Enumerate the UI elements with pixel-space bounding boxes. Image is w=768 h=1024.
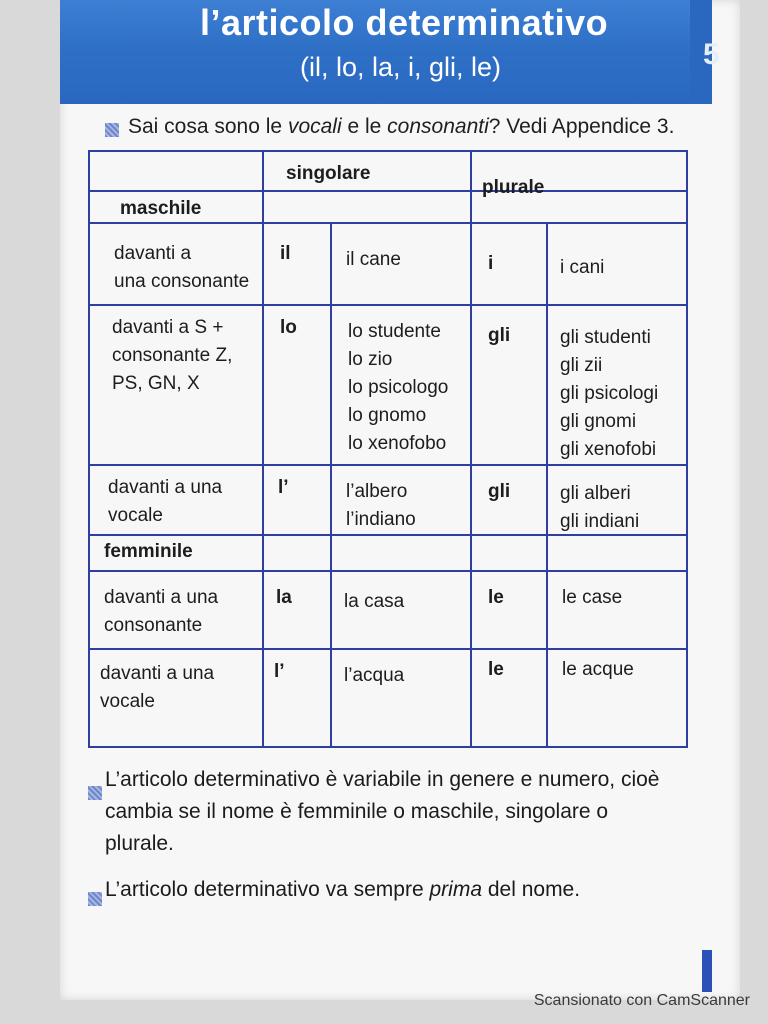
rule-line: davanti a una — [104, 587, 219, 608]
note-suffix: del nome. — [482, 878, 581, 901]
table-hline — [90, 464, 686, 466]
singular-article: la — [276, 587, 292, 608]
plural-article: gli — [488, 481, 511, 502]
section-label-maschile: maschile — [120, 198, 202, 219]
rule-line: davanti a S + — [112, 317, 224, 338]
plural-example: le case — [562, 587, 623, 608]
singular-examples — [346, 478, 416, 534]
bullet-icon — [88, 786, 102, 800]
example-line: gli gnomi — [560, 411, 637, 432]
page-subtitle: (il, lo, la, i, gli, le) — [300, 52, 502, 82]
rule-line: davanti a una — [100, 663, 215, 684]
example-line: gli alberi — [560, 483, 631, 504]
intro-italic-consonanti: consonanti — [387, 115, 489, 138]
page-title: l’articolo determinativo — [200, 2, 609, 43]
plural-examples — [560, 324, 658, 464]
plural-examples — [560, 480, 639, 536]
plural-article: gli — [488, 325, 511, 346]
rule-line: davanti a — [114, 243, 192, 264]
bullet-icon — [88, 892, 102, 906]
plural-article: i — [488, 253, 494, 274]
singular-article: lo — [280, 317, 297, 338]
note-italic-prima: prima — [429, 878, 483, 901]
section-label-femminile: femminile — [104, 541, 193, 562]
intro-prefix: Sai cosa sono le — [128, 115, 288, 138]
col-header-singolare: singolare — [286, 163, 371, 184]
singular-article: l’ — [278, 477, 289, 498]
rule-text — [100, 660, 214, 716]
rule-line: davanti a una — [108, 477, 223, 498]
example-line: l’indiano — [346, 509, 416, 530]
note-line: cambia se il nome è femminile o maschile, singolare o — [105, 800, 609, 823]
singular-example: la casa — [344, 591, 405, 612]
example-line: lo gnomo — [348, 405, 427, 426]
bullet-icon — [105, 123, 119, 137]
rule-line: consonante Z, — [112, 345, 233, 366]
rule-line: vocale — [100, 691, 155, 712]
note-prefix: L’articolo determinativo va sempre — [105, 878, 430, 901]
example-line: l’albero — [346, 481, 408, 502]
table-hline — [90, 304, 686, 306]
page-number-fragment: 5 — [703, 38, 720, 71]
example-line: gli psicologi — [560, 383, 659, 404]
example-line: lo zio — [348, 349, 393, 370]
note-variabile — [105, 764, 705, 860]
table-hline — [90, 190, 686, 192]
example-line: gli zii — [560, 355, 603, 376]
rule-text — [112, 314, 232, 398]
note-line: plurale. — [105, 832, 174, 855]
singular-example: il cane — [346, 249, 401, 270]
singular-article: il — [280, 243, 291, 264]
note-prima — [105, 874, 705, 906]
example-line: lo studente — [348, 321, 441, 342]
rule-text — [108, 474, 222, 530]
rule-text — [104, 584, 218, 640]
plural-article: le — [488, 587, 504, 608]
singular-examples — [348, 318, 448, 458]
example-line: gli studenti — [560, 327, 651, 348]
table-vline — [262, 152, 264, 746]
rule-line: una consonante — [114, 271, 250, 292]
plural-article: le — [488, 659, 504, 680]
example-line: lo psicologo — [348, 377, 449, 398]
plural-example: i cani — [560, 257, 605, 278]
table-vline — [470, 152, 472, 746]
singular-article: l’ — [274, 661, 285, 682]
example-line: lo xenofobo — [348, 433, 447, 454]
note-line: L’articolo determinativo è variabile in genere e numero, cioè — [105, 768, 660, 791]
table-hline — [90, 648, 686, 650]
intro-suffix: ? Vedi Appendice 3. — [488, 115, 675, 138]
rule-text — [114, 240, 249, 296]
page-edge-marker — [702, 950, 712, 992]
intro-middle: e le — [341, 115, 388, 138]
table-hline — [90, 570, 686, 572]
table-vline — [546, 222, 548, 746]
plural-example: le acque — [562, 659, 634, 680]
example-line: gli indiani — [560, 511, 640, 532]
example-line: gli xenofobi — [560, 439, 657, 460]
rule-line: PS, GN, X — [112, 373, 200, 394]
col-header-plurale: plurale — [482, 177, 545, 198]
intro-italic-vocali: vocali — [287, 115, 342, 138]
camscanner-watermark: Scansionato con CamScanner — [533, 992, 750, 1009]
rule-line: consonante — [104, 615, 203, 636]
intro-line — [128, 115, 674, 139]
article-table — [88, 150, 688, 748]
table-vline — [330, 222, 332, 746]
singular-example: l’acqua — [344, 665, 405, 686]
rule-line: vocale — [108, 505, 163, 526]
